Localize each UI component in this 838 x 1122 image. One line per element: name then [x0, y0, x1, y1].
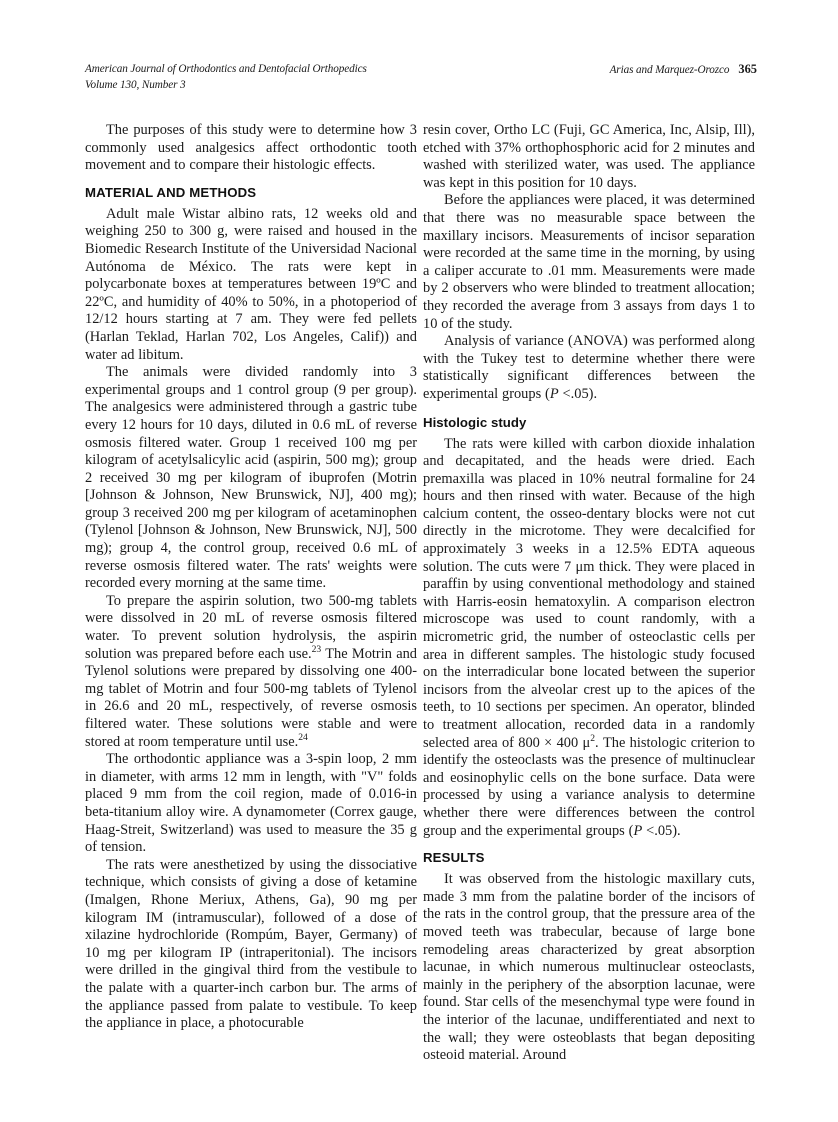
reference-marker-23: 23 — [311, 643, 322, 655]
paragraph-appliance: The orthodontic appliance was a 3-spin loop, 2 mm in diameter, with arms 12 mm in length, with "V" folds placed 9 mm from the coil region, made of 0.016-in beta-titanium alloy wire. A dynamometer (Correx gauge, Haag-Streit, Switzerland) was used to measure the 35 g of tension. — [85, 751, 417, 856]
paragraph-purpose: The purposes of this study were to determine how 3 commonly used analgesics affect orthodontic tooth movement and to compare their histologic effects. — [85, 122, 417, 174]
histologic-text-part1: The rats were killed with carbon dioxide inhalation and decapitated, and the heads were dried. Each premaxilla was placed in 10% neutral formaline for 24 hours and then rinsed with water. Because of the high calcium content, the osseo-dentary blocks were not cut directly in the microtome. They were decalcified for approximately 3 weeks in a 12.5% EDTA aqueous solution. The cuts were 7 μm thick. They were placed in paraffin by using conventional methodology and stained with Harris-eosin hematoxylin. A comparison electron microscope was used to count randomly, with a micrometric grid, the number of osteoclastic cells per area in different samples. The histologic study focused on the interradicular bone located between the superior incisors from the alveolar crest up to the apices of the teeth, to 10 sections per specimen. An operator, blinded to treatment allocation, recorded data in a randomly selected area of 800 × 400 μ — [423, 435, 755, 751]
paragraph-measurements: Before the appliances were placed, it was determined that there was no measurable space between the maxillary incisors. Measurements of incisor separation were recorded at the same time in the morning, by using a caliper accurate to .01 mm. Measurements were made by 2 observers who were blinded to treatment allocation; they recorded the average from 3 assays from days 1 to 10 of the study. — [423, 192, 755, 332]
running-head — [85, 62, 757, 96]
superscript-square: 2 — [590, 732, 596, 744]
running-head-authors: Arias and Marquez-Orozco — [609, 64, 730, 76]
paragraph-anova — [423, 333, 755, 403]
paragraph-groups: The animals were divided randomly into 3 experimental groups and 1 control group (9 per group). The analgesics were administered through a gastric tube every 12 hours for 10 days, diluted in 0.6 mL of reverse osmosis filtered water. Group 1 received 100 mg per kilogram of acetylsalicylic acid (aspirin, 500 mg); group 2 received 30 mg per kilogram of ibuprofen (Motrin [Johnson & Johnson, New Brunswick, NJ], 400 mg); group 3 received 200 mg per kilogram of acetaminophen (Tylenol [Johnson & Johnson, New Brunswick, NJ], 500 mg); group 4, the control group, received 0.6 mL of reverse osmosis filtered water. The rats' weights were recorded every morning at the same time. — [85, 364, 417, 592]
histologic-text-part3: <.05). — [642, 822, 681, 839]
heading-histologic-study: Histologic study — [423, 414, 527, 430]
paragraph-resin-cover: resin cover, Ortho LC (Fuji, GC America, Inc, Alsip, Ill), etched with 37% orthophosphoric acid for 2 minutes and washed with sterilized water, was used. The appliance was kept in this position for 10 days. — [423, 122, 755, 191]
running-head-left — [85, 62, 367, 93]
column-left — [85, 122, 417, 1033]
paragraph-animals: Adult male Wistar albino rats, 12 weeks old and weighing 250 to 300 g, were raised and housed in the Biomedic Research Institute of the Universidad Nacional Autónoma de México. The rats were kept in polycarbonate boxes at temperatures between 19ºC and 22ºC, and humidity of 40% to 50%, in a photoperiod of 12/12 hours starting at 7 am. They were fed pellets (Harlan Teklad, Harlan 702, Los Angeles, Calif)) and water ad libitum. — [85, 205, 417, 363]
solutions-text-part2: The Motrin and Tylenol solutions were prepared by dissolving one 400-mg tablet of Motrin and four 500-mg tablets of Tylenol in 26.6 and 20 mL, respectively, of reverse osmosis filtered water. These solutions were stable and were stored at room temperature until use. — [85, 645, 417, 750]
paragraph-solutions — [85, 593, 417, 751]
reference-marker-24: 24 — [298, 731, 308, 743]
running-head-right — [610, 62, 757, 79]
solutions-text-part1: To prepare the aspirin solution, two 500-mg tablets were dissolved in 20 mL of reverse osmosis filtered water. To prevent solution hydrolysis, the aspirin solution was prepared before each use. — [85, 592, 417, 662]
volume-issue: Volume 130, Number 3 — [85, 78, 186, 91]
statistic-symbol-p: P — [549, 385, 559, 402]
page-number: 365 — [738, 62, 757, 76]
column-right — [423, 122, 755, 1065]
paragraph-results-1: It was observed from the histologic maxillary cuts, made 3 mm from the palatine border of the incisors of the rats in the control group, that the pressure area of the moved teeth was trabecular, because of large bone remodeling areas characterized by great absorption lacunae, in which numerous multinuclear osteoclasts, mainly in the periphery of the absorption lacunae, were found. Star cells of the mesenchymal type were found in the interior of the lacunae, undifferentiated and next to the wall; they were osteoblasts that began depositing osteoid material. Around — [423, 871, 755, 1064]
anova-text-part1: Analysis of variance (ANOVA) was performed along with the Tukey test to determine whether there were statistically significant differences between the experimental groups ( — [423, 333, 755, 402]
journal-title: American Journal of Orthodontics and Dentofacial Orthopedics — [85, 63, 367, 75]
paragraph-anesthesia: The rats were anesthetized by using the dissociative technique, which consists of giving a dose of ketamine (Imalgen, Rhone Meriux, Athens, Ga), 90 mg per kilogram IM (intramuscular), followed of a dose of xilazine hydrochloride (Rompúm, Bayer, Germany) of 10 mg per kilogram IP (intraperitonial). The incisors were drilled in the gingival third from the vestibule to the palate with a quarter-inch carbon bur. The arms of the appliance passed from palate to vestibule. To keep the appliance in place, a photocurable — [85, 856, 417, 1032]
statistic-symbol-p: P — [633, 822, 643, 839]
paragraph-histologic — [423, 436, 755, 841]
heading-results: RESULTS — [423, 850, 485, 866]
histologic-text-part2: . The histologic criterion to identify the osteoclasts was the presence of multinuclear and eosinophylic cells on the bone surface. Data were processed by using a variance analysis to determine whether there were differences between the control group and the experimental groups ( — [423, 734, 755, 839]
heading-material-and-methods: MATERIAL AND METHODS — [85, 184, 257, 200]
anova-text-part2: <.05). — [558, 385, 598, 402]
